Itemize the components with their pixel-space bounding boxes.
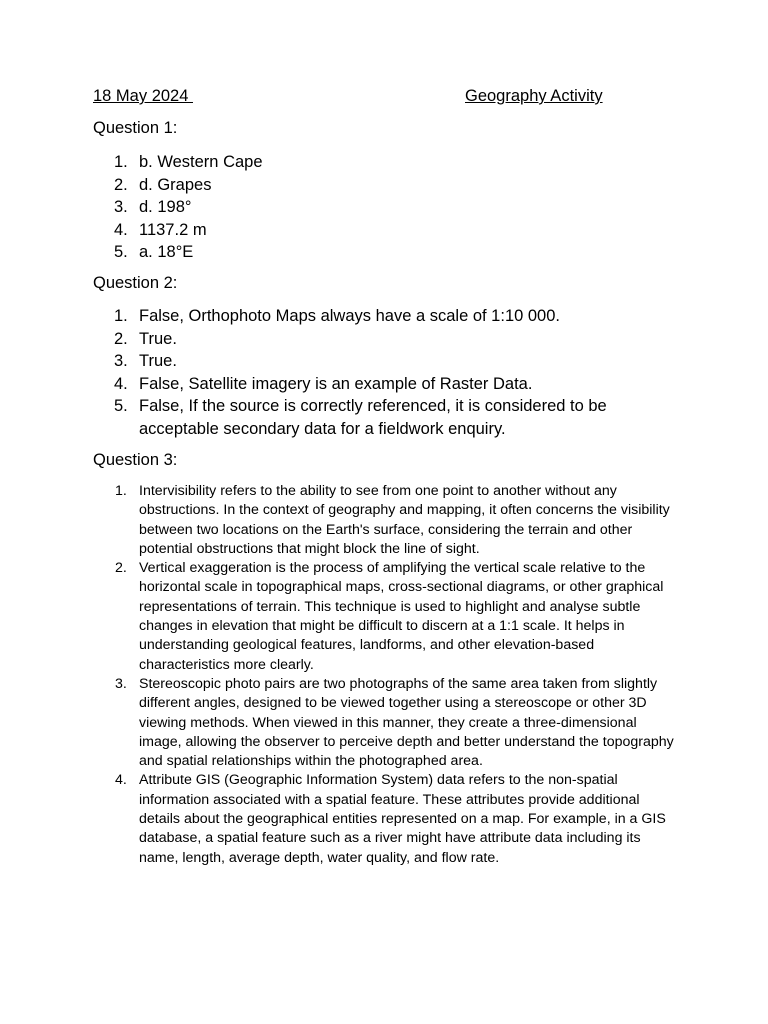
question-3-answers xyxy=(93,482,683,868)
question-3-answer xyxy=(93,482,683,559)
answer-text: True. xyxy=(139,352,177,370)
list-number: 4. xyxy=(114,374,128,393)
list-number: 2. xyxy=(115,560,127,577)
question-1-answers xyxy=(93,151,673,264)
list-number: 4. xyxy=(115,772,127,789)
question-3-answer xyxy=(93,771,683,867)
list-number: 1. xyxy=(114,307,128,325)
list-number: 3. xyxy=(115,675,127,692)
answer-text: 1137.2 m xyxy=(139,220,207,239)
list-number: 2. xyxy=(114,329,128,348)
list-number: 2. xyxy=(114,175,128,194)
list-number: 5. xyxy=(114,243,128,261)
answer-text: Stereoscopic photo pairs are two photographs of the same area taken from slightly different angles, designed to be viewed together using a stereoscope or other 3D viewing methods. When viewed in this manner, they create a three-dimensional image, allowing the observer to perceive depth and better understand the topography and spatial relationships within the photographed area. xyxy=(139,675,674,770)
question-1-answer xyxy=(93,219,673,242)
answer-text: Intervisibility refers to the ability to see from one point to another without any obstructions. In the context of geography and mapping, it often concerns the visibility between two locations on the Earth's surface, considering the terrain and other potential obstructions that might block the line of sight. xyxy=(139,483,670,557)
answer-text: False, Satellite imagery is an example of Raster Data. xyxy=(139,374,533,393)
question-3-answer xyxy=(93,675,683,771)
document-header xyxy=(93,87,768,109)
answer-text: False, If the source is correctly referenced, it is considered to be acceptable secondary data for a fieldwork enquiry. xyxy=(139,397,607,438)
question-2-answers xyxy=(93,305,673,440)
list-number: 3. xyxy=(114,352,128,370)
question-1-answer xyxy=(93,241,673,264)
answer-text: Vertical exaggeration is the process of amplifying the vertical scale relative to the horizontal scale in topographical maps, cross-sectional diagrams, or other graphical representations of terrain. This technique is used to highlight and analyse subtle changes in elevation that might be difficult to discern at a 1:1 scale. It helps in understanding geological features, landforms, and other elevation-based characteristics more clearly. xyxy=(139,560,664,673)
list-number: 1. xyxy=(114,153,128,171)
question-2-answer xyxy=(93,373,673,396)
list-number: 5. xyxy=(114,397,128,415)
answer-text: d. 198° xyxy=(139,198,192,216)
answer-text: True. xyxy=(139,329,177,348)
question-1-heading: Question 1: xyxy=(93,119,178,137)
document-date: 18 May 2024 xyxy=(93,87,193,105)
question-2-answer xyxy=(93,305,673,328)
question-1-answer xyxy=(93,151,673,174)
list-number: 1. xyxy=(115,483,127,499)
question-2-heading: Question 2: xyxy=(93,274,178,292)
question-2-answer xyxy=(93,328,673,351)
document-title: Geography Activity xyxy=(465,87,603,105)
question-3-heading: Question 3: xyxy=(93,451,178,469)
answer-text: b. Western Cape xyxy=(139,153,263,171)
question-2-answer xyxy=(93,350,673,373)
answer-text: a. 18°E xyxy=(139,243,194,261)
question-2-answer xyxy=(93,395,673,440)
list-number: 4. xyxy=(114,220,128,239)
question-1-answer xyxy=(93,174,673,197)
list-number: 3. xyxy=(114,198,128,216)
answer-text: Attribute GIS (Geographic Information System) data refers to the non-spatial information associated with a spatial feature. These attributes provide additional details about the geographical entities represented on a map. For example, in a GIS database, a spatial feature such as a river might have attribute data including its name, length, average depth, water quality, and flow rate. xyxy=(139,772,666,866)
answer-text: d. Grapes xyxy=(139,175,212,194)
answer-text: False, Orthophoto Maps always have a scale of 1:10 000. xyxy=(139,307,560,325)
question-3-answer xyxy=(93,559,683,675)
question-1-answer xyxy=(93,196,673,219)
